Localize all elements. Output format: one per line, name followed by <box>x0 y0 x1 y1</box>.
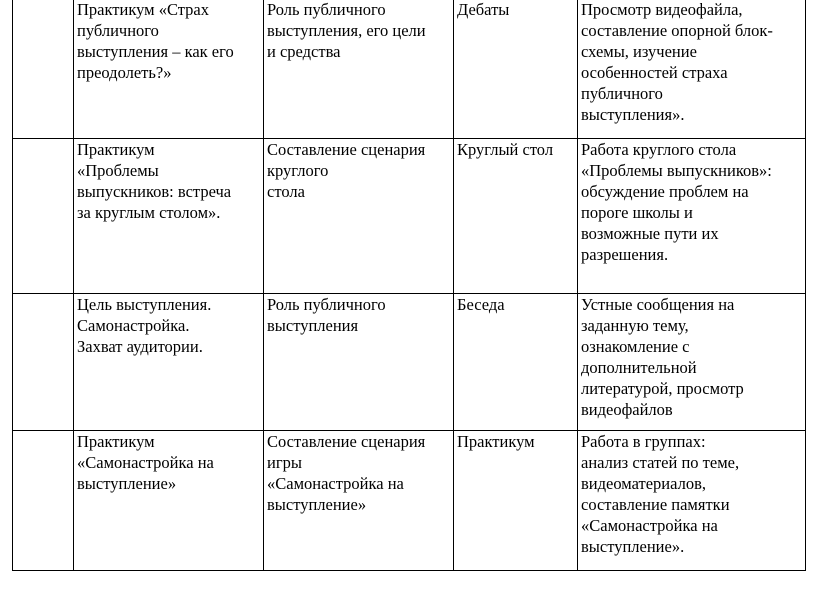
activity-cell <box>578 139 806 294</box>
lesson-plan-table <box>12 0 806 571</box>
form-text: Практикум <box>457 432 535 451</box>
topic-cell <box>74 139 264 294</box>
content-text: Роль публичного выступления <box>267 295 386 335</box>
form-cell <box>454 294 578 431</box>
activity-cell <box>578 0 806 139</box>
activity-cell <box>578 431 806 571</box>
content-cell <box>264 294 454 431</box>
table-row <box>13 431 806 571</box>
form-text: Дебаты <box>457 0 510 19</box>
row-number-cell <box>13 294 74 431</box>
content-cell <box>264 0 454 139</box>
content-text: Составление сценария круглого стола <box>267 140 426 201</box>
content-cell <box>264 139 454 294</box>
content-cell <box>264 431 454 571</box>
content-text: Составление сценария игры «Самонастройка на выступление» <box>267 432 426 514</box>
activity-cell <box>578 294 806 431</box>
topic-text: Практикум «Страх публичного выступления – как его преодолеть?» <box>77 0 234 82</box>
topic-text: Практикум «Проблемы выпускников: встреча за круглым столом». <box>77 140 232 222</box>
topic-cell <box>74 0 264 139</box>
topic-text: Цель выступления. Самонастройка. Захват аудитории. <box>77 295 212 356</box>
form-cell <box>454 0 578 139</box>
form-cell <box>454 139 578 294</box>
form-cell <box>454 431 578 571</box>
form-text: Беседа <box>457 295 505 314</box>
row-number-cell <box>13 139 74 294</box>
topic-cell <box>74 294 264 431</box>
topic-text: Практикум «Самонастройка на выступление» <box>77 432 214 493</box>
table-row <box>13 139 806 294</box>
row-number-cell <box>13 431 74 571</box>
activity-text: Устные сообщения на заданную тему, ознакомление с дополнительной литературой, просмотр видеофайлов <box>581 295 744 419</box>
row-number-cell <box>13 0 74 139</box>
topic-cell <box>74 431 264 571</box>
content-text: Роль публичного выступления, его цели и средства <box>267 0 426 61</box>
table-row <box>13 294 806 431</box>
activity-text: Просмотр видеофайла, составление опорной блок- схемы, изучение особенностей страха публичного выступления». <box>581 0 773 124</box>
activity-text: Работа в группах: анализ статей по теме, видеоматериалов, составление памятки «Самонастройка на выступление». <box>581 432 740 556</box>
activity-text: Работа круглого стола «Проблемы выпускников»: обсуждение проблем на пороге школы и возможные пути их разрешения. <box>581 140 772 264</box>
table-row <box>13 0 806 139</box>
form-text: Круглый стол <box>457 140 554 159</box>
